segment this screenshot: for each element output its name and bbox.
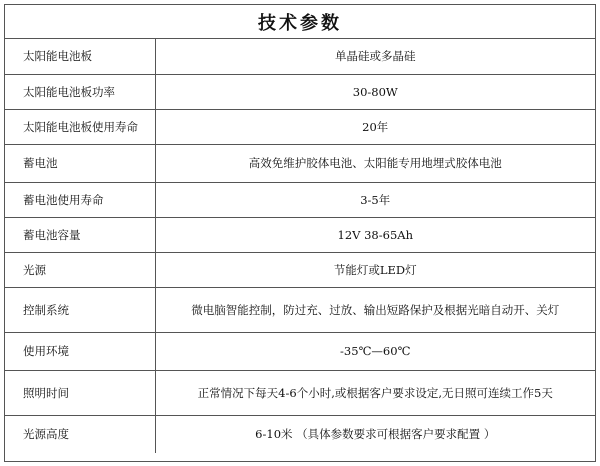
table-row (5, 217, 595, 252)
row-value: 单晶硅或多晶硅 (335, 49, 416, 64)
row-value: 6-10米 （具体参数要求可根据客户要求配置 ） (155, 415, 595, 453)
row-value: 3-5年 (155, 182, 595, 217)
row-label: 光源 (5, 252, 155, 287)
row-label: 太阳能电池板功率 (5, 74, 155, 109)
row-label: 蓄电池容量 (5, 217, 155, 252)
row-value: 微电脑智能控制，防过充、过放、输出短路保护及根据光暗自动开、关灯 (155, 287, 595, 332)
spec-table (5, 39, 595, 453)
row-label: 光源高度 (5, 415, 155, 453)
spec-sheet (4, 4, 596, 462)
row-label: 控制系统 (5, 287, 155, 332)
row-value: 正常情况下每天4-6个小时,或根据客户要求设定,无日照可连续工作5天 (155, 370, 595, 415)
table-row (5, 252, 595, 287)
row-label: 蓄电池使用寿命 (5, 182, 155, 217)
table-row (5, 370, 595, 415)
row-value: -35℃—60℃ (155, 332, 595, 370)
sheet-title: 技术参数 (5, 5, 595, 39)
table-row (5, 39, 595, 74)
row-label: 照明时间 (5, 370, 155, 415)
table-row (5, 415, 595, 453)
row-label: 蓄电池 (5, 144, 155, 182)
table-row (5, 182, 595, 217)
table-row (5, 332, 595, 370)
row-value: 节能灯或LED灯 (155, 252, 595, 287)
row-value: 高效免维护胶体电池、太阳能专用地埋式胶体电池 (155, 144, 595, 182)
row-value: 30-80W (155, 74, 595, 109)
row-value: 20年 (155, 109, 595, 144)
row-label: 太阳能电池板 (5, 39, 155, 74)
row-label: 太阳能电池板使用寿命 (5, 109, 155, 144)
table-row (5, 287, 595, 332)
table-row (5, 144, 595, 182)
table-row (5, 109, 595, 144)
table-row (5, 74, 595, 109)
row-value: 12V 38-65Ah (155, 217, 595, 252)
row-label: 使用环境 (5, 332, 155, 370)
